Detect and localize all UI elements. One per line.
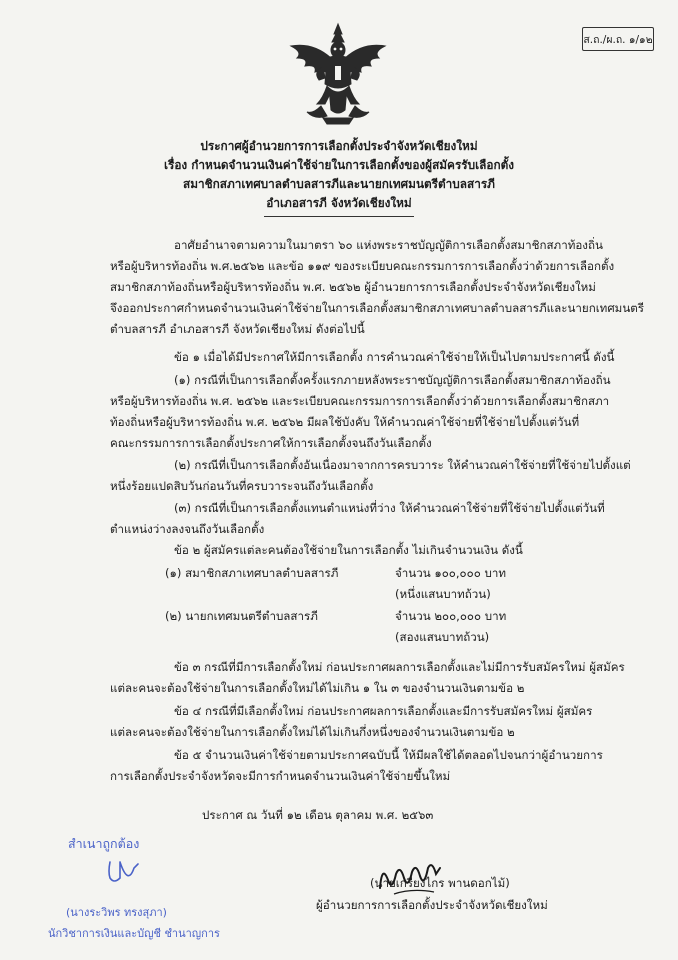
clause2-row2-words: (สองแสนบาทถ้วน) [395, 630, 490, 644]
clause3-line-2: แต่ละคนจะต้องใช้จ่ายในการเลือกตั้งใหม่ได้ไม่เกิน ๑ ใน ๓ ของจำนวนเงินตามข้อ ๒ [110, 681, 525, 695]
announcement-date: ประกาศ ณ วันที่ ๑๒ เดือน ตุลาคม พ.ศ. ๒๕๖๓ [202, 808, 434, 822]
clause1-item1-line-2: หรือผู้บริหารท้องถิ่น พ.ศ. ๒๕๖๒ และระเบียบคณะกรรมการการเลือกตั้งว่าด้วยการเลือกตั้งสมาชิกสภา [110, 394, 610, 408]
certifier-signature [104, 856, 148, 890]
clause1-item3-line-1: (๓) กรณีที่เป็นการเลือกตั้งแทนตำแหน่งที่ว่าง ให้คำนวณค่าใช้จ่ายที่ใช้จ่ายไปตั้งแต่วันที่ [174, 501, 605, 515]
clause5-line-1: ข้อ ๕ จำนวนเงินค่าใช้จ่ายตามประกาศฉบับนี้ ให้มีผลใช้ได้ตลอดไปจนกว่าผู้อำนวยการ [174, 748, 603, 762]
certifier-name: (นางระวิพร ทรงสุภา) [66, 906, 167, 919]
clause1-item2-line-2: หนึ่งร้อยแปดสิบวันก่อนวันที่ครบวาระจนถึงวันเลือกตั้ง [110, 479, 374, 493]
signer-name: (นายเกรียงไกร พานดอกไม้) [370, 876, 510, 890]
clause1-item1-line-1: (๑) กรณีที่เป็นการเลือกตั้งครั้งแรกภายหลังพระราชบัญญัติการเลือกตั้งสมาชิกสภาท้องถิ่น [174, 373, 611, 387]
document-code-box [582, 27, 654, 51]
clause2-row1-words: (หนึ่งแสนบาทถ้วน) [395, 587, 491, 601]
clause1-item1-line-4: คณะกรรมการการเลือกตั้งประกาศให้การเลือกตั้งจนถึงวันเลือกตั้ง [110, 436, 432, 450]
heading-divider [264, 216, 414, 217]
preamble-line-2: หรือผู้บริหารท้องถิ่น พ.ศ.๒๕๖๒ และข้อ ๑๑๙ ของระเบียบคณะกรรมการการเลือกตั้งว่าด้วยการเลือกตั้ง [110, 259, 615, 273]
clause4-line-2: แต่ละคนจะต้องใช้จ่ายในการเลือกตั้งใหม่ได้ไม่เกินกึ่งหนึ่งของจำนวนเงินตามข้อ ๒ [110, 725, 515, 739]
clause1-item1-line-3: ท้องถิ่นหรือผู้บริหารท้องถิ่น พ.ศ. ๒๕๖๒ มีผลใช้บังคับ ให้คำนวณค่าใช้จ่ายที่ใช้จ่ายไปตั้งแต่วันที่ [110, 415, 580, 429]
preamble-line-3: สมาชิกสภาท้องถิ่นหรือผู้บริหารท้องถิ่น พ.ศ. ๒๕๖๒ ผู้อำนวยการการเลือกตั้งประจำจังหวัดเชียงใหม่ [110, 280, 596, 294]
certified-copy-label: สำเนาถูกต้อง [68, 836, 140, 851]
clause2-row1-amount: จำนวน ๑๐๐,๐๐๐ บาท [395, 566, 506, 580]
clause2-row1-label: (๑) สมาชิกสภาเทศบาลตำบลสารภี [165, 566, 339, 580]
signer-title: ผู้อำนวยการการเลือกตั้งประจำจังหวัดเชียงใหม่ [316, 898, 548, 912]
clause1-item2-line-1: (๒) กรณีที่เป็นการเลือกตั้งอันเนื่องมาจากการครบวาระ ให้คำนวณค่าใช้จ่ายที่ใช้จ่ายไปตั้งแต่ [174, 458, 631, 472]
preamble-line-4: จึงออกประกาศกำหนดจำนวนเงินค่าใช้จ่ายในการเลือกตั้งสมาชิกสภาเทศบาลตำบลสารภีและนายกเทศมนตรี [110, 301, 645, 315]
preamble-line-5: ตำบลสารภี อำเภอสารภี จังหวัดเชียงใหม่ ดังต่อไปนี้ [110, 322, 365, 336]
clause2-row2-amount: จำนวน ๒๐๐,๐๐๐ บาท [395, 609, 507, 623]
clause2-intro: ข้อ ๒ ผู้สมัครแต่ละคนต้องใช้จ่ายในการเลือกตั้ง ไม่เกินจำนวนเงิน ดังนี้ [174, 543, 523, 557]
clause1-item3-line-2: ตำแหน่งว่างลงจนถึงวันเลือกตั้ง [110, 522, 265, 536]
clause3-line-1: ข้อ ๓ กรณีที่มีการเลือกตั้งใหม่ ก่อนประกาศผลการเลือกตั้งและไม่มีการรับสมัครใหม่ ผู้สมัคร [174, 660, 625, 674]
clause1-intro: ข้อ ๑ เมื่อได้มีประกาศให้มีการเลือกตั้ง การคำนวณค่าใช้จ่ายให้เป็นไปตามประกาศนี้ ดังนี้ [174, 350, 615, 364]
heading-line-1: ประกาศผู้อำนวยการการเลือกตั้งประจำจังหวัดเชียงใหม่ [200, 139, 478, 153]
garuda-emblem-icon [283, 22, 393, 128]
heading-line-3: สมาชิกสภาเทศบาลตำบลสารภีและนายกเทศมนตรีตำบลสารภี [183, 177, 495, 191]
heading-line-4: อำเภอสารภี จังหวัดเชียงใหม่ [266, 196, 412, 210]
document-code: ส.ถ./ผ.ถ. ๑/๑๒ [583, 33, 653, 46]
clause4-line-1: ข้อ ๔ กรณีที่มีเลือกตั้งใหม่ ก่อนประกาศผลการเลือกตั้งและมีการรับสมัครใหม่ ผู้สมัคร [174, 704, 593, 718]
heading-line-2: เรื่อง กำหนดจำนวนเงินค่าใช้จ่ายในการเลือกตั้งของผู้สมัครรับเลือกตั้ง [163, 158, 515, 172]
preamble-line-1: อาศัยอำนาจตามความในมาตรา ๖๐ แห่งพระราชบัญญัติการเลือกตั้งสมาชิกสภาท้องถิ่น [174, 238, 603, 252]
clause5-line-2: การเลือกตั้งประจำจังหวัดจะมีการกำหนดจำนวนเงินค่าใช้จ่ายขึ้นใหม่ [110, 769, 451, 783]
certifier-title: นักวิชาการเงินและบัญชี ชำนาญการ [48, 927, 220, 940]
clause2-row2-label: (๒) นายกเทศมนตรีตำบลสารภี [165, 609, 318, 623]
